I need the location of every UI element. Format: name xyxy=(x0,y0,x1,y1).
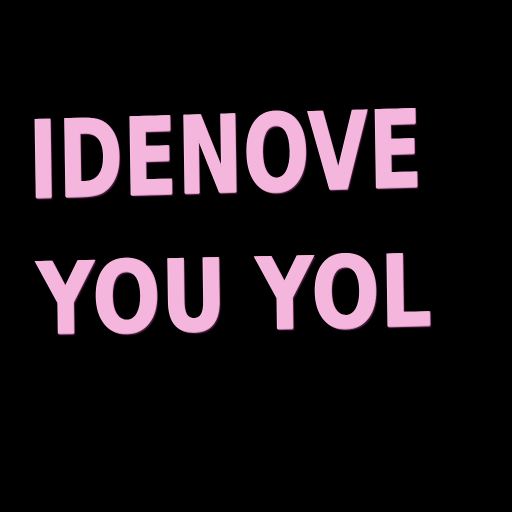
brush-text-line-2: YOU YOL xyxy=(35,232,434,358)
brush-text-line-1: IDENOVE xyxy=(27,87,424,224)
